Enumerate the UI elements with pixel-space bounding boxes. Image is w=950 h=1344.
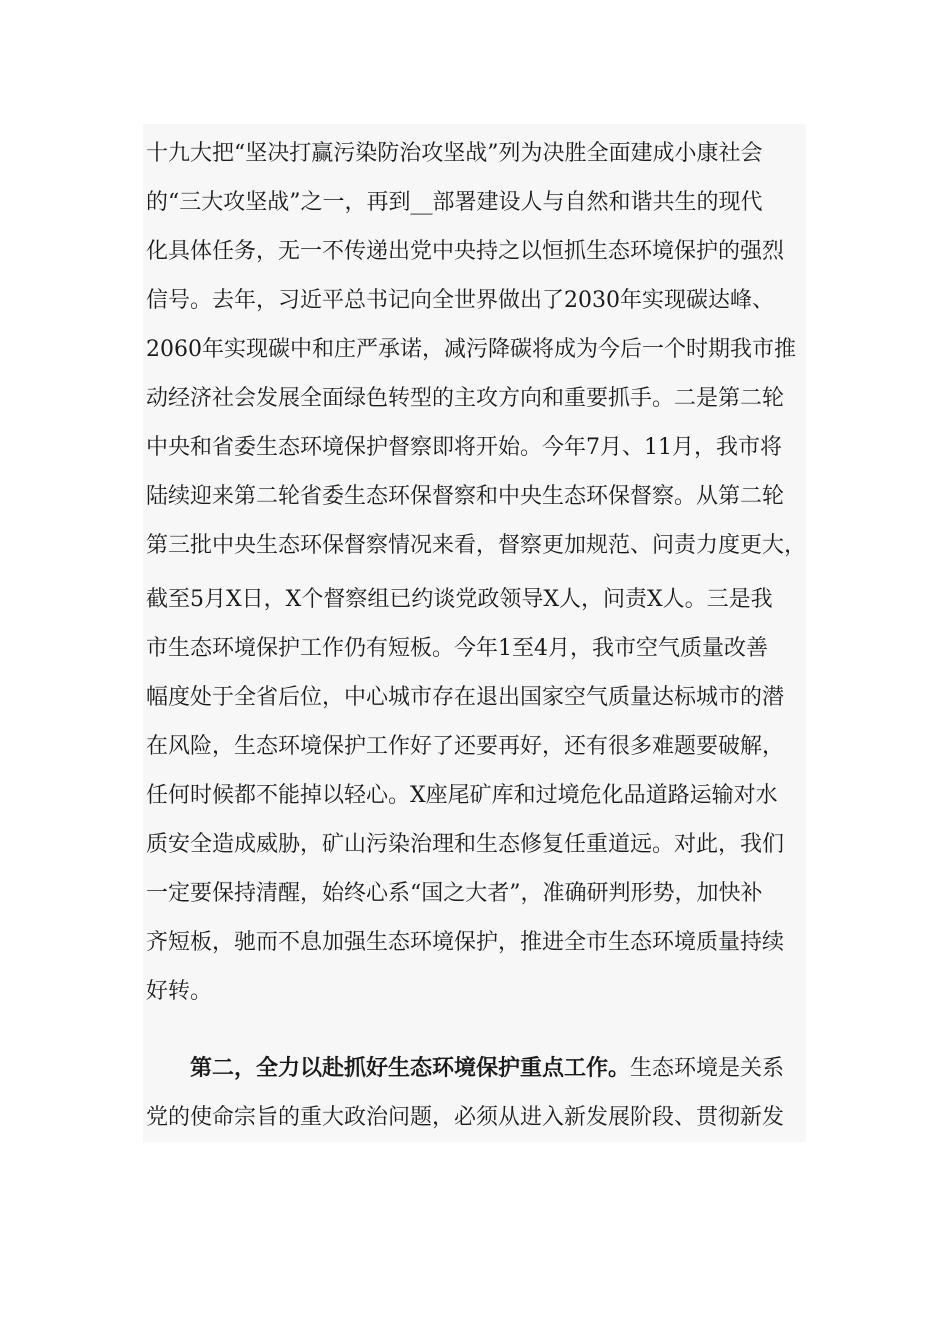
paragraph-1-line-4: 信号。去年，习近平总书记向全世界做出了2030年实现碳达峰、 [146, 288, 774, 313]
paragraph-2-line-2: 党的使命宗旨的重大政治问题，必须从进入新发展阶段、贯彻新发 [146, 1105, 785, 1130]
document-body [143, 124, 806, 1142]
paragraph-1-line-10: 截至5月X日，X个督察组已约谈党政领导X人，问责X人。三是我 [146, 587, 773, 612]
paragraph-2-heading: 第二，全力以赴抓好生态环境保护重点工作。 [190, 1055, 631, 1081]
paragraph-1-line-13: 在风险，生态环境保护工作好了还要再好，还有很多难题要破解， [146, 734, 785, 759]
paragraph-1-line-18: 好转。 [146, 979, 213, 1004]
paragraph-1-line-6: 动经济社会发展全面绿色转型的主攻方向和重要抓手。二是第二轮 [146, 386, 785, 411]
paragraph-1-line-17: 齐短板，驰而不息加强生态环境保护，推进全市生态环境质量持续 [146, 930, 785, 955]
paragraph-1-line-1: 十九大把“坚决打赢污染防治攻坚战”列为决胜全面建成小康社会 [146, 141, 763, 166]
paragraph-2-line-1 [146, 1044, 806, 1093]
paragraph-2-first-line-rest: 生态环境是关系 [630, 1056, 785, 1081]
paragraph-1-line-7: 中央和省委生态环境保护督察即将开始。今年7月、11月，我市将 [146, 435, 782, 460]
paragraph-1-line-15: 质安全造成威胁，矿山污染治理和生态修复任重道远。对此，我们 [146, 832, 785, 857]
paragraph-1-line-14: 任何时候都不能掉以轻心。X座尾矿库和过境危化品道路运输对水 [146, 783, 778, 808]
paragraph-1-line-8: 陆续迎来第二轮省委生态环保督察和中央生态环保督察。从第二轮 [146, 484, 785, 509]
paragraph-1-line-16: 一定要保持清醒，始终心系“国之大者”，准确研判形势，加快补 [146, 881, 763, 906]
paragraph-1-line-5: 2060年实现碳中和庄严承诺，减污降碳将成为今后一个时期我市推 [146, 337, 796, 362]
paragraph-1-line-2: 的“三大攻坚战”之一，再到__部署建设人与自然和谐共生的现代 [146, 190, 763, 215]
paragraph-1-line-9: 第三批中央生态环保督察情况来看，督察更加规范、问责力度更大， [146, 533, 806, 558]
paragraph-1-line-11: 市生态环境保护工作仍有短板。今年1至4月，我市空气质量改善 [146, 636, 768, 661]
paragraph-1-line-3: 化具体任务，无一不传递出党中央持之以恒抓生态环境保护的强烈 [146, 239, 785, 264]
paragraph-1-line-12: 幅度处于全省后位，中心城市存在退出国家空气质量达标城市的潜 [146, 685, 785, 710]
